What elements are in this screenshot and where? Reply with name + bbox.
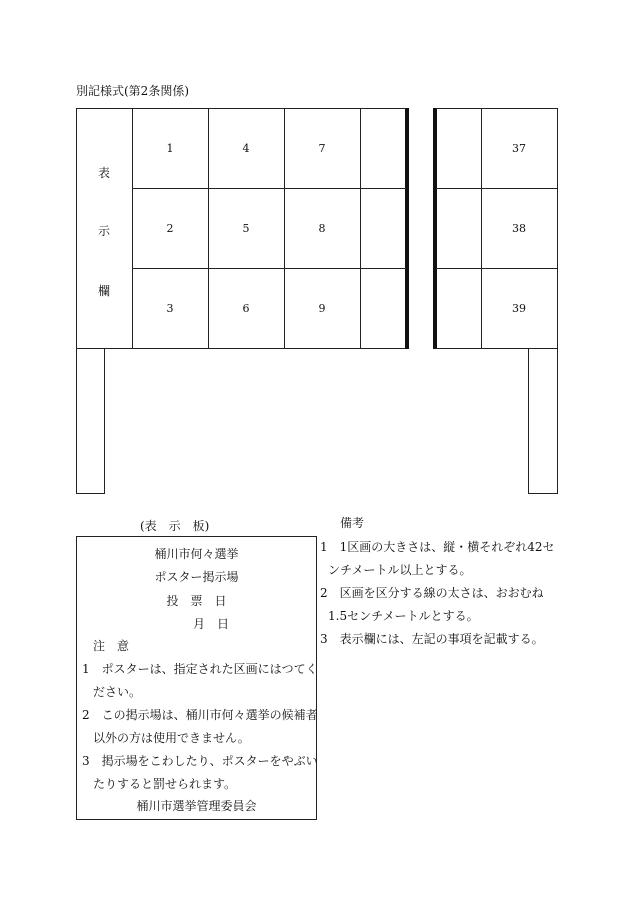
note-line: 2 区画を区分する線の太さは、おおむね [320, 586, 544, 600]
poster-board [76, 108, 558, 349]
section-number: 8 [318, 222, 326, 235]
sign-line: 3 掲示場をこわしたり、ポスターをやぶい [82, 754, 318, 768]
sign-line: 桶川市何々選挙 [154, 547, 239, 561]
document-title: 別記様式(第2条関係) [76, 84, 189, 98]
section-number: 39 [512, 302, 526, 315]
section-number: 2 [166, 222, 174, 235]
sign-line: 注 意 [93, 639, 130, 653]
notes-title: 備考 [340, 516, 365, 530]
note-line: 1.5センチメートルとする。 [328, 609, 479, 623]
section-number: 4 [242, 142, 250, 155]
section-number: 5 [242, 222, 250, 235]
board-post-left [76, 348, 105, 494]
note-line: 1 1区画の大きさは、縦・横それぞれ42セ [320, 540, 555, 554]
notice-sign [76, 536, 317, 820]
section-number: 37 [512, 142, 526, 155]
sign-caption: (表 示 板) [140, 519, 210, 533]
break-line-left [405, 108, 409, 349]
sign-line: たりすると罰せられます。 [93, 777, 237, 791]
section-number: 3 [166, 302, 174, 315]
row-divider-1-right [436, 188, 558, 189]
sign-line: 月 日 [193, 617, 230, 631]
side-label-char: 示 [97, 224, 110, 238]
section-number: 6 [242, 302, 250, 315]
sign-line: 2 この掲示場は、桶川市何々選挙の候補者 [82, 708, 318, 722]
sign-line: 以外の方は使用できません。 [93, 731, 250, 745]
side-label-char: 表 [97, 166, 110, 180]
note-line: ンチメートル以上とする。 [328, 563, 472, 577]
section-number: 7 [318, 142, 326, 155]
row-divider-1-left [132, 188, 406, 189]
break-line-right [433, 108, 437, 349]
sign-line: ださい。 [93, 685, 142, 699]
row-divider-2-left [132, 268, 406, 269]
sign-line: 投 票 日 [166, 594, 227, 608]
sign-line: ポスター掲示場 [154, 570, 239, 584]
side-label-char: 欄 [97, 284, 110, 298]
sign-line: 桶川市選挙管理委員会 [136, 799, 257, 813]
section-number: 9 [318, 302, 326, 315]
note-line: 3 表示欄には、左記の事項を記載する。 [320, 632, 544, 646]
section-number: 1 [166, 142, 174, 155]
divider-col-3 [360, 108, 361, 349]
board-post-right [528, 348, 558, 494]
board-gap [409, 107, 433, 350]
row-divider-2-right [436, 268, 558, 269]
sign-line: 1 ポスターは、指定された区画にはつてく [82, 662, 318, 676]
section-number: 38 [512, 222, 526, 235]
